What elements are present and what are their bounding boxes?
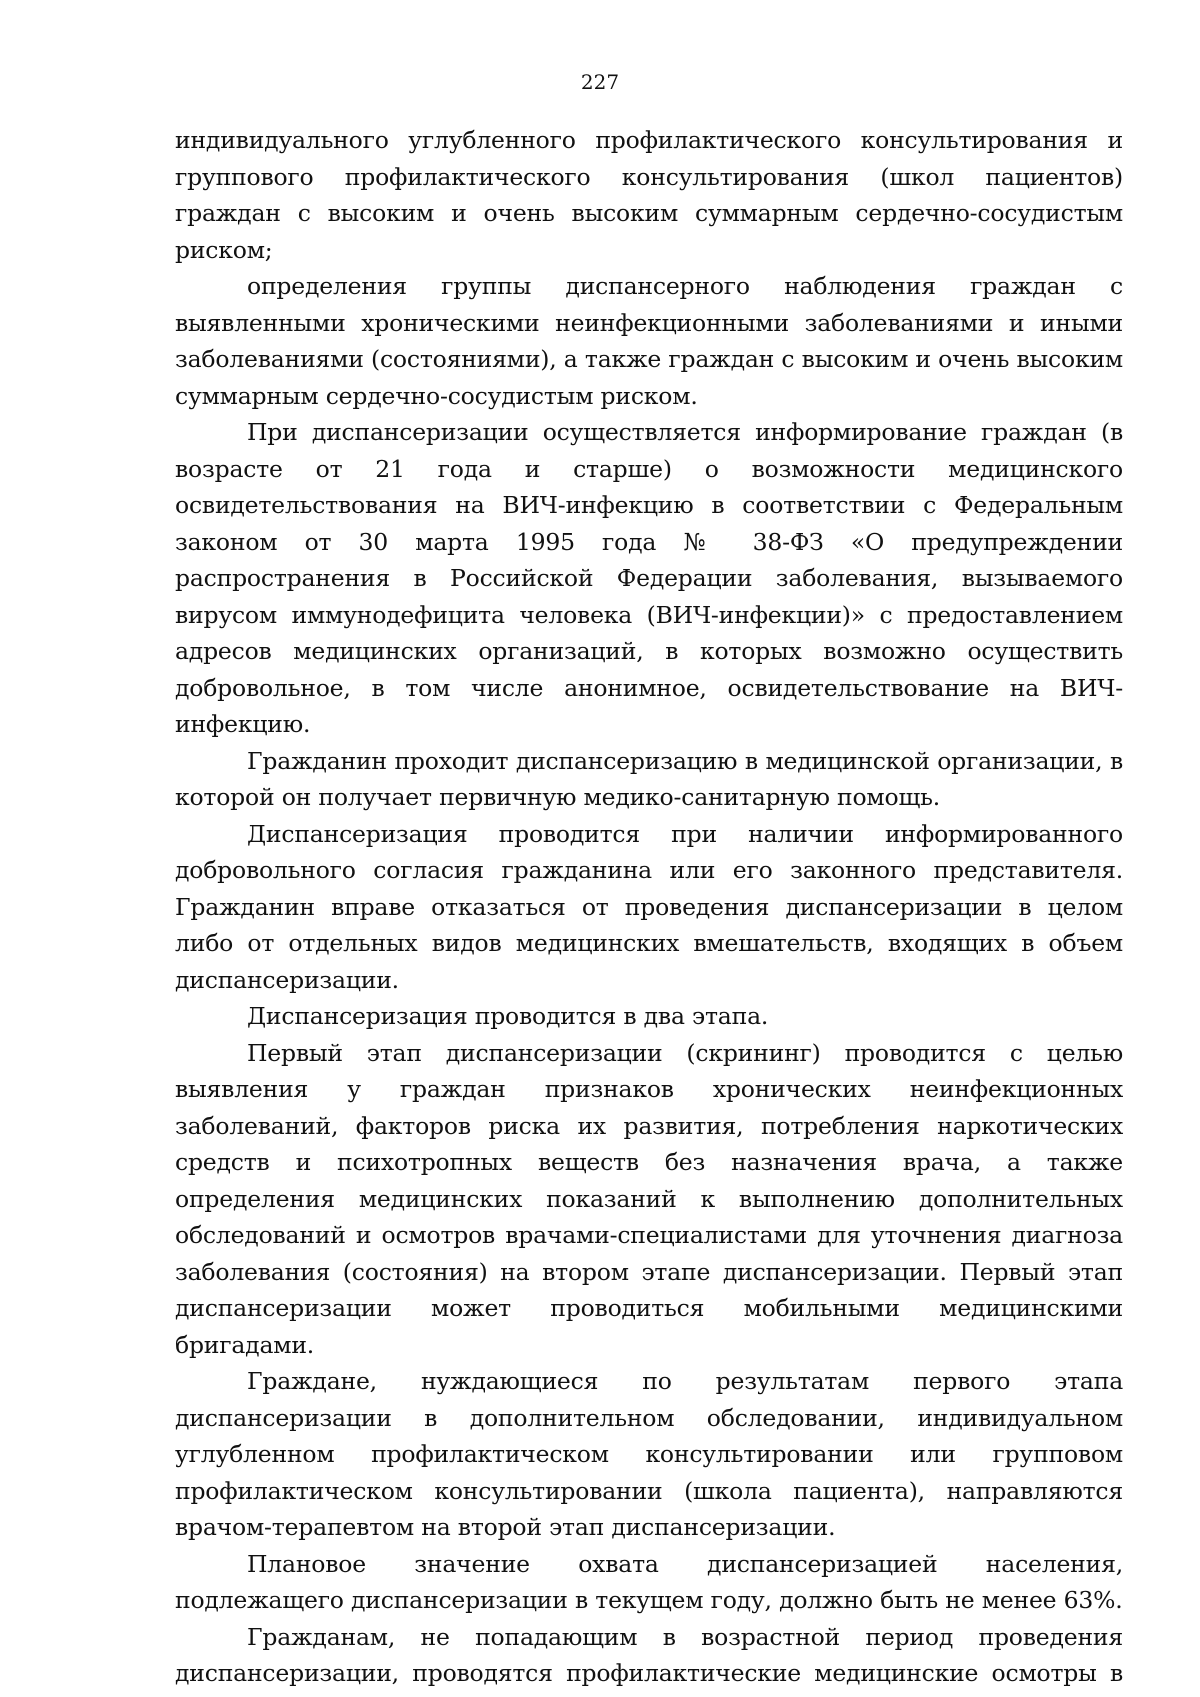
paragraph: индивидуального углубленного профилактического консультирования и группового профилактического консультирования (школ пациентов) граждан с высоким и очень высоким суммарным сердечно-сосудистым риском; (175, 126, 1123, 264)
paragraph: Гражданин проходит диспансеризацию в медицинской организации, в которой он получает первичную медико-санитарную помощь. (175, 746, 1123, 811)
paragraph: При диспансеризации осуществляется информирование граждан (в возрасте от 21 года и старше) о возможности медицинского освидетельствования на ВИЧ-инфекцию в соответствии с Федеральным законом от 30 марта 1995 года № 38-ФЗ «О предупреждении распространения в Российской Федерации заболевания, вызываемого вирусом иммунодефицита человека (ВИЧ-инфекции)» с предоставлением адресов медицинских организаций, в которых возможно осуществить добровольное, в том числе анонимное, освидетельствование на ВИЧ-инфекцию. (175, 418, 1123, 738)
paragraph: Плановое значение охвата диспансеризацией населения, подлежащего диспансеризации в текущем году, должно быть не менее 63%. (175, 1549, 1123, 1614)
paragraph: Диспансеризация проводится при наличии информированного добровольного согласия гражданина или его законного представителя. Гражданин вправе отказаться от проведения диспансеризации в целом либо от отдельных видов медицинских вмешательств, входящих в объем диспансеризации. (175, 819, 1123, 994)
paragraph: Первый этап диспансеризации (скрининг) проводится с целью выявления у граждан признаков хронических неинфекционных заболеваний, факторов риска их развития, потребления наркотических средств и психотропных веществ без назначения врача, а также определения медицинских показаний к выполнению дополнительных обследований и осмотров врачами-специалистами для уточнения диагноза заболевания (состояния) на втором этапе диспансеризации. Первый этап диспансеризации может проводиться мобильными медицинскими бригадами. (175, 1038, 1123, 1359)
last-paragraph: Гражданам, не попадающим в возрастной период проведения диспансеризации, проводятся профилактические медицинские осмотры в (175, 1622, 1123, 1687)
paragraph: определения группы диспансерного наблюдения граждан с выявленными хроническими неинфекционными заболеваниями и иными заболеваниями (состояниями), а также граждан с высоким и очень высоким суммарным сердечно-сосудистым риском. (175, 272, 1123, 410)
paragraph: Граждане, нуждающиеся по результатам первого этапа диспансеризации в дополнительном обследовании, индивидуальном углубленном профилактическом консультировании или групповом профилактическом консультировании (школа пациента), направляются врачом-терапевтом на второй этап диспансеризации. (175, 1367, 1123, 1541)
paragraph: Диспансеризация проводится в два этапа. (247, 1002, 769, 1030)
page-number: 227 (580, 70, 620, 94)
document-body (175, 122, 1123, 1692)
